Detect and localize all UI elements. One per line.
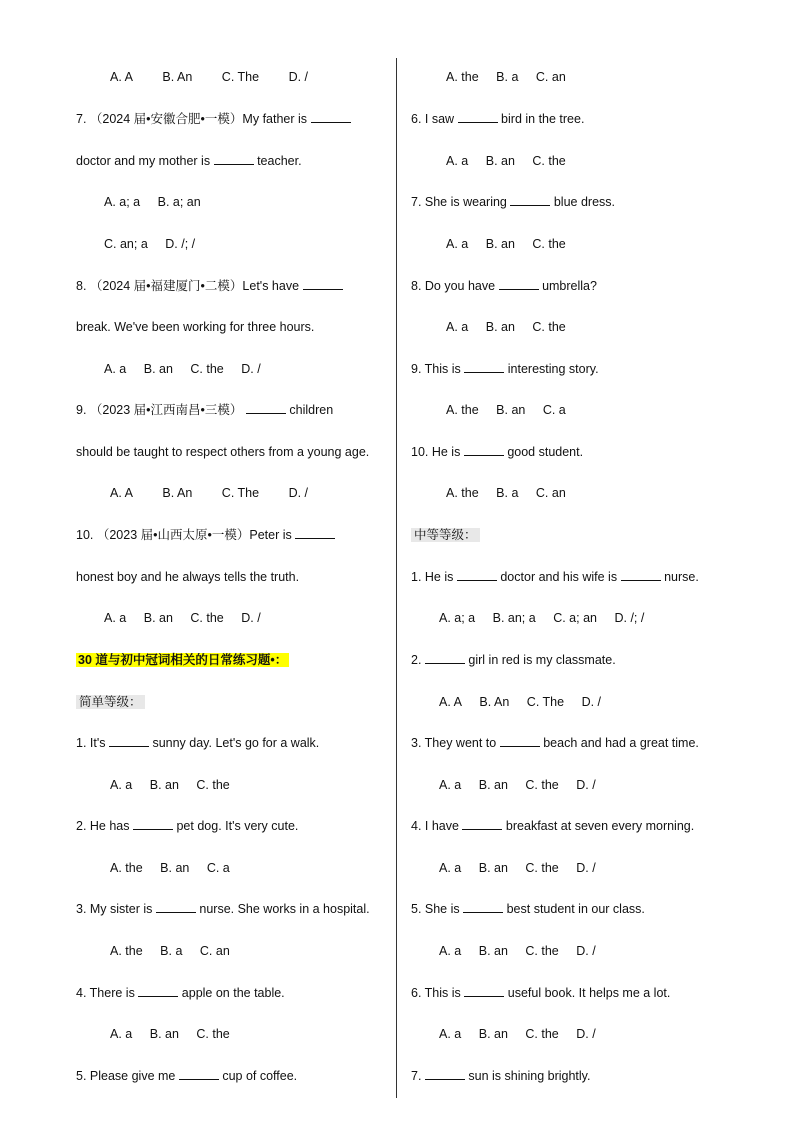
option: D. /: [241, 611, 261, 625]
easy-q2-options: [110, 860, 244, 876]
option: B. an: [485, 237, 515, 251]
easy-q7-options: [446, 236, 580, 252]
option: A. a: [110, 778, 133, 792]
medium-q5: 5. She is best student in our class.: [411, 902, 645, 916]
option: B. a: [496, 70, 519, 84]
q8-line-2: break. We've been working for three hours.: [76, 320, 315, 334]
q9-line-1: 9. （2023 届•江西南昌•三模） children: [76, 403, 334, 417]
answer-blank: [303, 278, 343, 290]
answer-blank: [311, 111, 351, 123]
q9-line-2: should be taught to respect others from a young age.: [76, 445, 370, 459]
option: B. an: [143, 611, 173, 625]
option: B. an: [143, 362, 173, 376]
option: B. an: [485, 320, 515, 334]
easy-q6: 6. I saw bird in the tree.: [411, 112, 585, 126]
medium-q3: 3. They went to beach and had a great time.: [411, 736, 699, 750]
medium-q4: 4. I have breakfast at seven every morning.: [411, 819, 695, 833]
easy-q5-options: [446, 69, 580, 85]
answer-blank: [425, 652, 465, 664]
option: A. a: [446, 237, 469, 251]
option: B. an: [478, 861, 508, 875]
answer-blank: [156, 901, 196, 913]
option: A. A: [110, 70, 133, 84]
option: A. the: [446, 403, 479, 417]
answer-blank: [425, 1068, 465, 1080]
option: A. the: [110, 861, 143, 875]
q9-options: [110, 485, 334, 501]
easy-q5: 5. Please give me cup of coffee.: [76, 1069, 298, 1083]
q10-line-1: 10. （2023 届•山西太原•一模）Peter is: [76, 527, 335, 543]
answer-blank: [458, 111, 498, 123]
answer-blank: [499, 278, 539, 290]
option: C. an: [535, 486, 566, 500]
option: C. a: [542, 403, 566, 417]
q10-line-2: honest boy and he always tells the truth.: [76, 570, 300, 584]
medium-q2-options: [439, 694, 615, 710]
easy-q1: 1. It's sunny day. Let's go for a walk.: [76, 736, 320, 750]
easy-q10: 10. He is good student.: [411, 445, 584, 459]
easy-q8: 8. Do you have umbrella?: [411, 279, 597, 293]
medium-q3-options: [439, 777, 610, 793]
easy-q1-options: [110, 777, 244, 793]
option: D. /: [288, 70, 309, 84]
option: B. a; an: [157, 195, 201, 209]
option: C. the: [525, 1027, 559, 1041]
option: D. /: [576, 778, 596, 792]
option: C. the: [196, 778, 230, 792]
option: B. an: [149, 778, 179, 792]
q10-options: [104, 610, 275, 626]
option: B. an: [149, 1027, 179, 1041]
option: A. A: [439, 695, 462, 709]
option: D. /: [581, 695, 602, 709]
easy-q7: 7. She is wearing blue dress.: [411, 195, 616, 209]
answer-blank: [464, 985, 504, 997]
option: A. a: [446, 320, 469, 334]
q8-options: [104, 361, 275, 377]
section-heading: 30 道与初中冠词相关的日常练习题•：: [78, 653, 288, 667]
easy-q3-options: [110, 943, 244, 959]
easy-q8-options: [446, 319, 580, 335]
easy-q9-options: [446, 402, 580, 418]
option: C. the: [532, 320, 566, 334]
option: A. a: [439, 1027, 462, 1041]
option: B. an: [478, 1027, 508, 1041]
easy-q6-options: [446, 153, 580, 169]
answer-blank: [464, 444, 504, 456]
q7-options-row-1: [104, 194, 215, 210]
q7-line-2: doctor and my mother is teacher.: [76, 154, 302, 168]
option: A. a: [110, 1027, 133, 1041]
option: C. an; a: [104, 237, 148, 251]
option: C. an: [535, 70, 566, 84]
option: D. /; /: [165, 237, 196, 251]
easy-q4: 4. There is apple on the table.: [76, 986, 285, 1000]
option: B. a: [160, 944, 183, 958]
option: C. the: [190, 611, 224, 625]
option: A. a: [439, 778, 462, 792]
option: B. a: [496, 486, 519, 500]
option: A. a: [439, 944, 462, 958]
option: B. an: [478, 944, 508, 958]
option: A. a; a: [439, 611, 476, 625]
option: A. the: [446, 70, 479, 84]
q8-line-1: 8. （2024 届•福建厦门•二模）Let's have: [76, 278, 343, 294]
answer-blank: [179, 1068, 219, 1080]
option: C. The: [526, 695, 565, 709]
option: A. a: [446, 154, 469, 168]
answer-blank: [138, 985, 178, 997]
column-divider: [396, 58, 397, 1098]
easy-q4-options: [110, 1026, 244, 1042]
option: C. the: [190, 362, 224, 376]
easy-q3: 3. My sister is nurse. She works in a hospital.: [76, 902, 370, 916]
answer-blank: [462, 818, 502, 830]
medium-level-label: 中等等级：: [411, 527, 480, 543]
option: C. The: [221, 486, 260, 500]
medium-q6-options: [439, 1026, 610, 1042]
medium-q7: 7. sun is shining brightly.: [411, 1069, 591, 1083]
answer-blank: [457, 569, 497, 581]
easy-q2: 2. He has pet dog. It's very cute.: [76, 819, 299, 833]
option: D. /; /: [614, 611, 645, 625]
medium-q4-options: [439, 860, 610, 876]
option: B. an; a: [492, 611, 536, 625]
option: D. /: [241, 362, 261, 376]
option: A. the: [446, 486, 479, 500]
option: C. the: [525, 778, 559, 792]
easy-level-label: 简单等级：: [76, 694, 145, 710]
answer-blank: [510, 194, 550, 206]
answer-blank: [246, 402, 286, 414]
option: C. the: [196, 1027, 230, 1041]
option: A. A: [110, 486, 133, 500]
answer-blank: [133, 818, 173, 830]
option: C. a; an: [553, 611, 597, 625]
option: C. the: [525, 944, 559, 958]
medium-q2: 2. girl in red is my classmate.: [411, 653, 616, 667]
option: C. The: [221, 70, 260, 84]
answer-blank: [109, 735, 149, 747]
option: A. the: [110, 944, 143, 958]
option: B. an: [160, 861, 190, 875]
answer-blank: [500, 735, 540, 747]
answer-blank: [621, 569, 661, 581]
option: B. an: [485, 154, 515, 168]
medium-q5-options: [439, 943, 610, 959]
answer-blank: [463, 901, 503, 913]
q6-options: [110, 69, 334, 85]
option: C. the: [532, 154, 566, 168]
option: A. a: [104, 611, 127, 625]
option: C. an: [199, 944, 230, 958]
option: A. a; a: [104, 195, 141, 209]
option: D. /: [576, 1027, 596, 1041]
q7-options-row-2: [104, 236, 209, 252]
easy-q10-options: [446, 485, 580, 501]
option: D. /: [576, 861, 596, 875]
option: C. a: [206, 861, 230, 875]
option: C. the: [532, 237, 566, 251]
option: C. the: [525, 861, 559, 875]
medium-q1: 1. He is doctor and his wife is nurse.: [411, 570, 699, 584]
q7-line-1: 7. （2024 届•安徽合肥•一模）My father is: [76, 111, 351, 127]
answer-blank: [295, 527, 335, 539]
answer-blank: [464, 361, 504, 373]
easy-q9: 9. This is interesting story.: [411, 362, 599, 376]
medium-q1-options: [439, 610, 658, 626]
option: D. /: [288, 486, 309, 500]
option: B. an: [496, 403, 526, 417]
option: D. /: [576, 944, 596, 958]
option: A. a: [439, 861, 462, 875]
option: B. An: [162, 486, 193, 500]
answer-blank: [214, 153, 254, 165]
medium-q6: 6. This is useful book. It helps me a lot.: [411, 986, 671, 1000]
option: B. An: [162, 70, 193, 84]
option: A. a: [104, 362, 127, 376]
option: B. An: [479, 695, 510, 709]
option: B. an: [478, 778, 508, 792]
